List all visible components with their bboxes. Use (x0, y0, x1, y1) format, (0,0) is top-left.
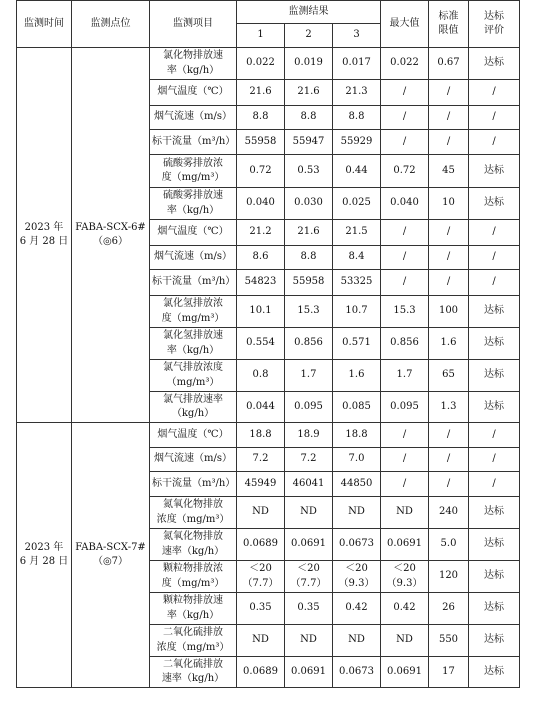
max-value: ND (381, 497, 429, 529)
compliance-evaluation: 达标 (469, 328, 520, 360)
result-3: ND (333, 497, 381, 529)
max-value: / (381, 472, 429, 497)
header-result-3: 3 (333, 24, 381, 48)
monitoring-item: 颗粒物排放速 率（kg/h） (150, 593, 237, 625)
result-3: 53325 (333, 270, 381, 296)
result-1: 21.6 (237, 80, 285, 106)
monitoring-item: 氮氧化物排放 浓度（mg/m³） (150, 497, 237, 529)
result-2: 0.030 (285, 188, 333, 220)
compliance-evaluation: 达标 (469, 657, 520, 688)
result-2: 18.9 (285, 423, 333, 448)
result-1: 0.554 (237, 328, 285, 360)
standard-limit: 45 (429, 155, 469, 188)
standard-limit: / (429, 130, 469, 155)
standard-limit: / (429, 106, 469, 130)
result-3: 10.7 (333, 296, 381, 328)
result-3: 0.085 (333, 392, 381, 423)
monitoring-point: FABA-SCX-6# （◎6） (72, 48, 150, 423)
header-result-1: 1 (237, 24, 285, 48)
max-value: / (381, 246, 429, 270)
result-1: 0.040 (237, 188, 285, 220)
header-monitoring-item: 监测项目 (150, 1, 237, 48)
monitoring-item: 氯化物排放速 率（kg/h） (150, 48, 237, 80)
monitoring-item: 颗粒物排放浓 度（mg/m³） (150, 561, 237, 593)
result-1: ＜20 （7.7） (237, 561, 285, 593)
standard-limit: 240 (429, 497, 469, 529)
result-1: ND (237, 625, 285, 657)
result-2: 55947 (285, 130, 333, 155)
result-3: 18.8 (333, 423, 381, 448)
compliance-evaluation: 达标 (469, 497, 520, 529)
result-3: ＜20 （9.3） (333, 561, 381, 593)
header-monitoring-results: 监测结果 (237, 1, 381, 24)
result-3: 8.4 (333, 246, 381, 270)
compliance-evaluation: 达标 (469, 188, 520, 220)
compliance-evaluation: / (469, 246, 520, 270)
standard-limit: / (429, 270, 469, 296)
result-3: 21.5 (333, 220, 381, 246)
result-2: ND (285, 497, 333, 529)
max-value: 0.040 (381, 188, 429, 220)
monitoring-item: 氯化氢排放浓 度（mg/m³） (150, 296, 237, 328)
result-1: 55958 (237, 130, 285, 155)
standard-limit: 120 (429, 561, 469, 593)
result-1: 8.6 (237, 246, 285, 270)
monitoring-item: 标干流量（m³/h） (150, 472, 237, 497)
monitoring-item: 氯气排放速率 （kg/h） (150, 392, 237, 423)
result-3: 44850 (333, 472, 381, 497)
header-monitoring-point: 监测点位 (72, 1, 150, 48)
result-1: 10.1 (237, 296, 285, 328)
result-3: 0.017 (333, 48, 381, 80)
compliance-evaluation: 达标 (469, 561, 520, 593)
compliance-evaluation: 达标 (469, 625, 520, 657)
monitoring-item: 硫酸雾排放速 率（kg/h） (150, 188, 237, 220)
result-1: 0.022 (237, 48, 285, 80)
result-2: 0.53 (285, 155, 333, 188)
result-3: 55929 (333, 130, 381, 155)
header-standard-limit: 标准 限值 (429, 1, 469, 48)
standard-limit: 100 (429, 296, 469, 328)
max-value: 1.7 (381, 360, 429, 392)
result-3: 0.44 (333, 155, 381, 188)
max-value: 0.856 (381, 328, 429, 360)
result-2: 7.2 (285, 448, 333, 472)
monitoring-item: 烟气温度（℃） (150, 423, 237, 448)
max-value: / (381, 220, 429, 246)
result-2: 21.6 (285, 220, 333, 246)
compliance-evaluation: / (469, 220, 520, 246)
compliance-evaluation: 达标 (469, 155, 520, 188)
max-value: 0.022 (381, 48, 429, 80)
monitoring-item: 标干流量（m³/h） (150, 270, 237, 296)
standard-limit: 1.3 (429, 392, 469, 423)
max-value: / (381, 423, 429, 448)
result-2: 21.6 (285, 80, 333, 106)
compliance-evaluation: 达标 (469, 529, 520, 561)
result-2: 46041 (285, 472, 333, 497)
max-value: / (381, 448, 429, 472)
result-2: 1.7 (285, 360, 333, 392)
result-1: 18.8 (237, 423, 285, 448)
standard-limit: 0.67 (429, 48, 469, 80)
max-value: 0.0691 (381, 657, 429, 688)
header-compliance-evaluation: 达标 评价 (469, 1, 520, 48)
max-value: 0.72 (381, 155, 429, 188)
compliance-evaluation: / (469, 106, 520, 130)
monitoring-item: 烟气流速（m/s） (150, 246, 237, 270)
max-value: / (381, 270, 429, 296)
max-value: 0.0691 (381, 529, 429, 561)
result-1: 0.8 (237, 360, 285, 392)
compliance-evaluation: 达标 (469, 392, 520, 423)
result-2: 8.8 (285, 246, 333, 270)
result-2: 0.856 (285, 328, 333, 360)
max-value: / (381, 106, 429, 130)
monitoring-point: FABA-SCX-7# （◎7） (72, 423, 150, 688)
result-1: 21.2 (237, 220, 285, 246)
standard-limit: / (429, 246, 469, 270)
monitoring-item: 标干流量（m³/h） (150, 130, 237, 155)
monitoring-item: 二氧化硫排放 速率（kg/h） (150, 657, 237, 688)
standard-limit: 550 (429, 625, 469, 657)
result-1: 54823 (237, 270, 285, 296)
result-1: 0.0689 (237, 529, 285, 561)
result-1: 45949 (237, 472, 285, 497)
result-3: 1.6 (333, 360, 381, 392)
header-max-value: 最大值 (381, 1, 429, 48)
compliance-evaluation: / (469, 472, 520, 497)
max-value: 0.42 (381, 593, 429, 625)
result-2: 0.0691 (285, 657, 333, 688)
standard-limit: / (429, 220, 469, 246)
max-value: / (381, 80, 429, 106)
result-3: ND (333, 625, 381, 657)
max-value: 0.095 (381, 392, 429, 423)
result-2: ND (285, 625, 333, 657)
result-1: 7.2 (237, 448, 285, 472)
standard-limit: 26 (429, 593, 469, 625)
result-3: 8.8 (333, 106, 381, 130)
monitoring-item: 硫酸雾排放浓 度（mg/m³） (150, 155, 237, 188)
header-monitoring-time: 监测时间 (17, 1, 72, 48)
result-2: 0.35 (285, 593, 333, 625)
max-value: 15.3 (381, 296, 429, 328)
max-value: ND (381, 625, 429, 657)
result-1: 0.35 (237, 593, 285, 625)
result-2: 0.095 (285, 392, 333, 423)
compliance-evaluation: 达标 (469, 360, 520, 392)
compliance-evaluation: / (469, 130, 520, 155)
monitoring-item: 烟气温度（℃） (150, 80, 237, 106)
compliance-evaluation: 达标 (469, 48, 520, 80)
result-3: 0.0673 (333, 529, 381, 561)
monitoring-item: 二氧化硫排放 浓度（mg/m³） (150, 625, 237, 657)
standard-limit: 10 (429, 188, 469, 220)
result-2: 55958 (285, 270, 333, 296)
result-3: 0.025 (333, 188, 381, 220)
monitoring-results-table (16, 0, 520, 688)
standard-limit: / (429, 472, 469, 497)
result-1: ND (237, 497, 285, 529)
monitoring-item: 烟气流速（m/s） (150, 448, 237, 472)
standard-limit: 5.0 (429, 529, 469, 561)
monitoring-date: 2023 年 6 月 28 日 (17, 48, 72, 423)
monitoring-item: 氯化氢排放速 率（kg/h） (150, 328, 237, 360)
result-3: 0.42 (333, 593, 381, 625)
table-body (17, 48, 520, 688)
max-value: ＜20 （9.3） (381, 561, 429, 593)
compliance-evaluation: 达标 (469, 593, 520, 625)
result-1: 0.0689 (237, 657, 285, 688)
result-1: 0.72 (237, 155, 285, 188)
compliance-evaluation: / (469, 423, 520, 448)
table-row (17, 423, 520, 448)
standard-limit: / (429, 448, 469, 472)
result-2: 15.3 (285, 296, 333, 328)
standard-limit: 17 (429, 657, 469, 688)
result-3: 0.571 (333, 328, 381, 360)
standard-limit: 65 (429, 360, 469, 392)
result-3: 21.3 (333, 80, 381, 106)
compliance-evaluation: 达标 (469, 296, 520, 328)
standard-limit: / (429, 80, 469, 106)
header-result-2: 2 (285, 24, 333, 48)
result-3: 0.0673 (333, 657, 381, 688)
result-2: 0.019 (285, 48, 333, 80)
table-row (17, 48, 520, 80)
max-value: / (381, 130, 429, 155)
result-1: 0.044 (237, 392, 285, 423)
result-3: 7.0 (333, 448, 381, 472)
standard-limit: / (429, 423, 469, 448)
monitoring-item: 氮氧化物排放 速率（kg/h） (150, 529, 237, 561)
result-2: 8.8 (285, 106, 333, 130)
result-1: 8.8 (237, 106, 285, 130)
result-2: ＜20 （7.7） (285, 561, 333, 593)
monitoring-item: 烟气温度（℃） (150, 220, 237, 246)
standard-limit: 1.6 (429, 328, 469, 360)
monitoring-item: 氯气排放浓度 （mg/m³） (150, 360, 237, 392)
compliance-evaluation: / (469, 270, 520, 296)
result-2: 0.0691 (285, 529, 333, 561)
compliance-evaluation: / (469, 448, 520, 472)
compliance-evaluation: / (469, 80, 520, 106)
monitoring-item: 烟气流速（m/s） (150, 106, 237, 130)
monitoring-date: 2023 年 6 月 28 日 (17, 423, 72, 688)
